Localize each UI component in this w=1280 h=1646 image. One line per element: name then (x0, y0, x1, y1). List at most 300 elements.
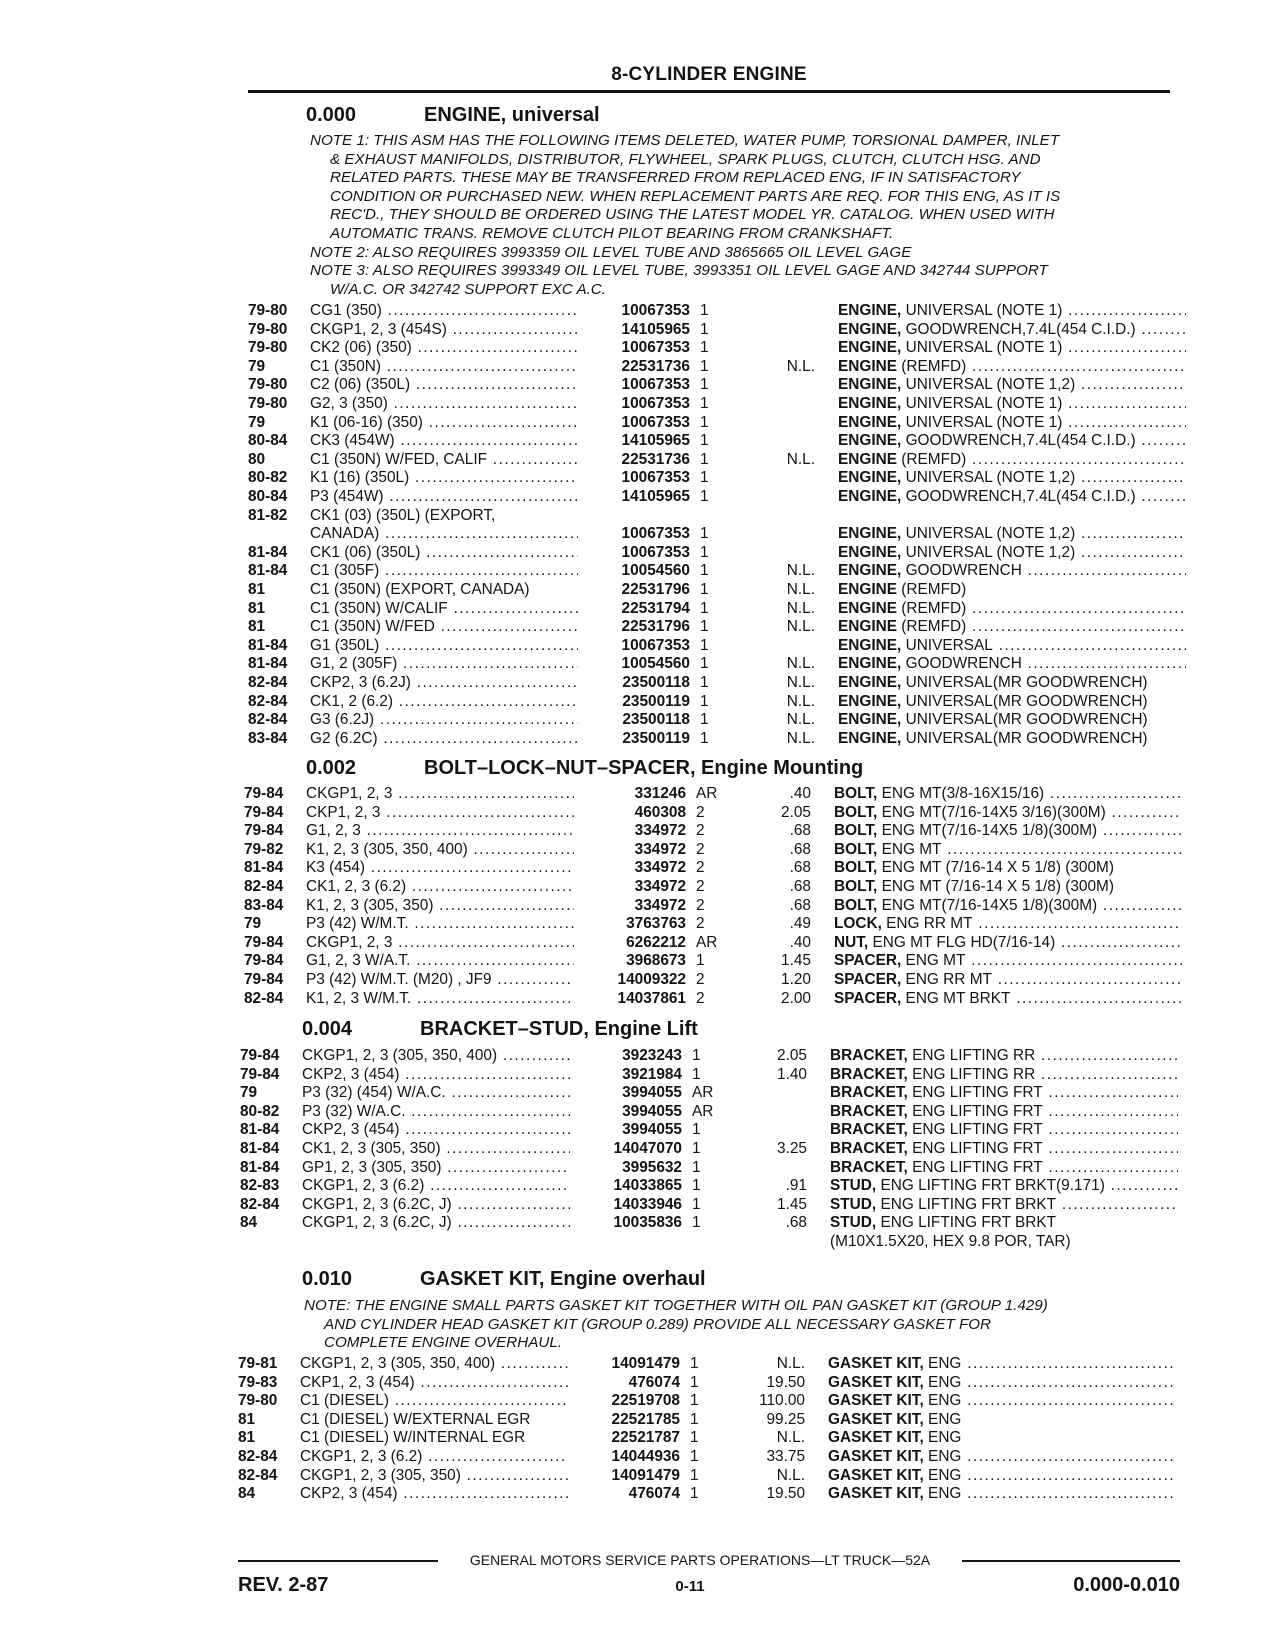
description-detail: ENG (923, 1392, 962, 1410)
table-row (248, 525, 1188, 544)
section-heading: BRACKET–STUD, Engine Lift (420, 1018, 698, 1040)
description-detail: UNIVERSAL (NOTE 1,2) (901, 525, 1076, 543)
description-keyword: SPACER, (834, 989, 902, 1007)
description-detail: ENG MT (901, 952, 966, 970)
table-row (240, 1103, 1180, 1122)
description-detail: UNIVERSAL(MR GOODWRENCH) (901, 729, 1148, 747)
table-row (248, 339, 1188, 358)
part-number: 14105965 (621, 320, 690, 338)
table-row (248, 321, 1188, 340)
description (834, 822, 1182, 841)
note-line: NOTE 1: THIS ASM HAS THE FOLLOWING ITEMS DELETED, WATER PUMP, TORSIONAL DAMPER, INLET (310, 132, 1060, 149)
description (834, 841, 1182, 860)
application: CKGP1, 2, 3 (454S) ..... (310, 321, 578, 340)
quantity: 1 (692, 1121, 701, 1139)
description-detail: ENG (923, 1448, 962, 1465)
quantity: 1 (692, 1214, 701, 1232)
model-year: 82-84 (248, 674, 288, 691)
description (830, 1047, 1178, 1066)
table-row (238, 1429, 1178, 1448)
price: 19.50 (766, 1485, 805, 1503)
application: C1 (350N) (EXPORT, CANADA) (310, 581, 530, 598)
model-year: 80-84 (248, 432, 288, 450)
application: CKGP1, 2, 3 (305, 350, 400) ..... (302, 1047, 570, 1066)
description-detail: UNIVERSAL (NOTE 1) (901, 413, 1063, 431)
quantity: 1 (700, 581, 709, 598)
description (838, 581, 1186, 600)
description-keyword: BOLT, (834, 878, 878, 895)
application: CK1, 2, 3 (6.2) ..... (306, 878, 574, 897)
footer-group-range: 0.000-0.010 (1073, 1574, 1180, 1596)
description-detail: GOODWRENCH (901, 655, 1022, 673)
part-number: 14105965 (621, 488, 690, 505)
application: CKGP1, 2, 3 (6.2C, J) ..... (302, 1196, 570, 1215)
description-keyword: GASKET KIT, (828, 1485, 924, 1503)
model-year: 79-80 (248, 320, 288, 338)
description-detail: ENG (923, 1429, 962, 1447)
description-keyword: ENGINE, (838, 711, 902, 729)
price: .68 (785, 1214, 807, 1232)
quantity: 1 (692, 1140, 701, 1157)
table-row (240, 1140, 1180, 1159)
description-detail: ENG MT(3/8-16X15/16) (877, 785, 1045, 802)
model-year: 81-84 (240, 1158, 280, 1176)
description (828, 1467, 1176, 1486)
description-detail: (REMFD) (897, 357, 967, 375)
description-detail: ENG LIFTING FRT (907, 1121, 1043, 1139)
application: CKGP1, 2, 3 (305, 350) ..... (300, 1467, 568, 1486)
description-keyword: GASKET KIT, (828, 1373, 924, 1391)
note-line: AND CYLINDER HEAD GASKET KIT (GROUP 0.289) PROVIDE ALL NECESSARY GASKET FOR (324, 1315, 992, 1333)
part-number: 3968673 (626, 952, 686, 970)
price: N.L. (786, 581, 815, 598)
part-number: 14037861 (617, 989, 686, 1007)
description-keyword: BRACKET, (830, 1084, 908, 1102)
description (834, 934, 1182, 953)
quantity: 1 (700, 413, 709, 431)
table-row (248, 414, 1188, 433)
description (828, 1374, 1176, 1393)
table-row (240, 1159, 1180, 1178)
model-year: 81-84 (248, 562, 288, 580)
application: CKP2, 3 (454) ..... (302, 1121, 570, 1140)
description-detail: ENG MT(7/16-14X5 3/16)(300M) (877, 803, 1106, 821)
part-number: 10067353 (621, 376, 690, 394)
description-keyword: ENGINE, (838, 413, 902, 431)
table-row (248, 693, 1188, 712)
part-number: 22531736 (621, 450, 690, 468)
description (834, 897, 1182, 916)
model-year: 79-80 (248, 302, 288, 319)
price: N.L. (786, 729, 815, 747)
description-detail: ENG LIFTING RR (907, 1065, 1036, 1083)
description (838, 451, 1186, 470)
description-keyword: GASKET KIT, (828, 1429, 924, 1447)
table-row (244, 897, 1184, 916)
description (838, 711, 1186, 730)
quantity: 2 (696, 915, 705, 933)
application: G1, 2, 3 ..... (306, 822, 574, 841)
price: N.L. (786, 450, 815, 468)
quantity: 1 (700, 302, 709, 319)
quantity: 1 (700, 636, 709, 654)
quantity: 1 (692, 1065, 701, 1083)
note-line: RELATED PARTS. THESE MAY BE TRANSFERRED FROM REPLACED ENG, IF IN SATISFACTORY (330, 169, 1021, 187)
description-keyword: ENGINE (838, 581, 898, 598)
price: 2.05 (777, 1047, 807, 1064)
description (828, 1485, 1176, 1504)
description (830, 1066, 1178, 1085)
price: 3.25 (777, 1140, 807, 1157)
description-detail: ENG RR MT (901, 971, 992, 988)
part-number: 22531796 (621, 618, 690, 636)
table-row (244, 934, 1184, 953)
table-row (240, 1214, 1180, 1233)
model-year: 84 (238, 1485, 256, 1503)
application: CKGP1, 2, 3 (6.2C, J) ..... (302, 1214, 570, 1233)
part-number: 14033946 (613, 1195, 682, 1213)
price: N.L. (786, 692, 815, 710)
description (838, 321, 1186, 340)
part-number: 22519708 (611, 1392, 680, 1410)
model-year: 82-84 (240, 1195, 280, 1213)
price: 2.00 (781, 989, 811, 1007)
section-number: 0.004 (302, 1018, 353, 1040)
application: CG1 (350) ..... (310, 302, 578, 321)
price: N.L. (786, 674, 815, 691)
description (830, 1084, 1178, 1103)
quantity: 1 (690, 1448, 699, 1465)
description (834, 804, 1182, 823)
description-keyword: SPACER, (834, 971, 902, 988)
application: GP1, 2, 3 (305, 350) ..... (302, 1159, 570, 1178)
table-row (238, 1374, 1178, 1393)
model-year: 80-82 (248, 469, 288, 487)
model-year: 80-84 (248, 488, 288, 505)
quantity: 2 (696, 896, 705, 914)
part-number: 23500118 (622, 711, 690, 729)
part-number: 23500119 (622, 729, 690, 747)
application: G1, 2, 3 W/A.T. ..... (306, 952, 574, 971)
application: K1 (16) (350L) ..... (310, 469, 578, 488)
description-keyword: GASKET KIT, (828, 1448, 924, 1465)
part-number: 10054560 (621, 562, 690, 580)
description-keyword: BOLT, (834, 896, 878, 914)
description (838, 600, 1186, 619)
description (838, 414, 1186, 433)
table-row (238, 1411, 1178, 1430)
part-number: 14091479 (611, 1355, 680, 1372)
part-number: 14009322 (617, 971, 686, 988)
description-detail: ENG MT(7/16-14X5 1/8)(300M) (877, 822, 1098, 840)
part-number: 22531736 (621, 357, 690, 375)
model-year: 81-84 (248, 543, 288, 561)
quantity: 1 (700, 357, 709, 375)
application: G1 (350L) ..... (310, 637, 578, 656)
part-number: 10035836 (613, 1214, 682, 1232)
note-line: NOTE: THE ENGINE SMALL PARTS GASKET KIT TOGETHER WITH OIL PAN GASKET KIT (GROUP 1.429) (304, 1297, 1048, 1314)
footer-revision: REV. 2-87 (238, 1574, 329, 1596)
description (838, 637, 1186, 656)
description-detail: ENG LIFTING RR (907, 1047, 1036, 1064)
table-row (248, 302, 1188, 321)
table-row (240, 1066, 1180, 1085)
part-number: 14091479 (611, 1466, 680, 1484)
description-detail: ENG (923, 1466, 962, 1484)
description (838, 488, 1186, 507)
table-row (238, 1392, 1178, 1411)
section-title (302, 1018, 698, 1041)
price: .68 (789, 822, 811, 840)
table-row (248, 637, 1188, 656)
description-keyword: BRACKET, (830, 1121, 908, 1139)
description-keyword: BOLT, (834, 840, 878, 858)
description-keyword: ENGINE, (838, 562, 902, 580)
model-year: 82-84 (244, 989, 284, 1007)
quantity: AR (692, 1084, 714, 1102)
description-detail: GOODWRENCH,7.4L(454 C.I.D.) (901, 432, 1136, 450)
part-number: 14105965 (621, 432, 690, 450)
description-detail: ENG (923, 1355, 962, 1372)
table-row (248, 600, 1188, 619)
description-detail: ENG (923, 1410, 962, 1428)
part-number: 334972 (634, 896, 686, 914)
model-year: 79-84 (244, 803, 284, 821)
quantity: 1 (700, 655, 709, 673)
price: N.L. (776, 1429, 805, 1447)
quantity: 1 (700, 339, 709, 357)
application: CKP2, 3 (6.2J) ..... (310, 674, 578, 693)
section-number: 0.000 (306, 104, 357, 126)
description-keyword: ENGINE, (838, 339, 902, 357)
description-keyword: GASKET KIT, (828, 1410, 924, 1428)
description-detail: UNIVERSAL (901, 636, 993, 654)
footer-rule-left (238, 1560, 438, 1562)
part-number: 10067353 (621, 543, 690, 561)
description (828, 1392, 1176, 1411)
part-number: 10067353 (621, 413, 690, 431)
model-year: 79-84 (244, 952, 284, 970)
part-number: 3763763 (626, 915, 686, 933)
application: CKP1, 2, 3 ..... (306, 804, 574, 823)
description (830, 1233, 1178, 1252)
description (828, 1429, 1176, 1448)
description (834, 878, 1182, 897)
model-year: 80 (248, 450, 266, 468)
description-keyword: BRACKET, (830, 1140, 908, 1157)
table-row (244, 952, 1184, 971)
model-year: 81-84 (240, 1140, 280, 1157)
description-detail: ENG (923, 1485, 962, 1503)
description-detail: (REMFD) (897, 618, 967, 636)
quantity: 2 (696, 878, 705, 895)
table-row (244, 804, 1184, 823)
price: N.L. (786, 562, 815, 580)
description (838, 674, 1186, 693)
description-detail: GOODWRENCH,7.4L(454 C.I.D.) (901, 320, 1136, 338)
application: CKGP1, 2, 3 (6.2) ..... (302, 1177, 570, 1196)
price: N.L. (786, 357, 815, 375)
description-keyword: ENGINE, (838, 692, 902, 710)
model-year: 81 (238, 1429, 256, 1447)
quantity: 1 (700, 562, 709, 580)
table-row (248, 358, 1188, 377)
quantity: 1 (690, 1355, 699, 1372)
model-year: 82-84 (248, 692, 288, 710)
price: N.L. (786, 655, 815, 673)
table-row (240, 1196, 1180, 1215)
model-year: 81-84 (244, 859, 284, 877)
description (834, 785, 1182, 804)
quantity: 2 (696, 989, 705, 1007)
quantity: 1 (700, 376, 709, 394)
part-number: 334972 (634, 822, 686, 840)
description (830, 1159, 1178, 1178)
model-year: 79 (248, 413, 266, 431)
quantity: 1 (692, 1195, 701, 1213)
description-detail: ENG RR MT (881, 915, 973, 933)
model-year: 81-84 (248, 655, 288, 673)
note-line: COMPLETE ENGINE OVERHAUL. (324, 1334, 562, 1352)
application: C2 (06) (350L) ..... (310, 376, 578, 395)
table-row (248, 544, 1188, 563)
description (838, 358, 1186, 377)
model-year: 82-84 (238, 1448, 278, 1465)
part-number: 10067353 (621, 302, 690, 319)
description-keyword: ENGINE, (838, 729, 902, 747)
part-number: 10054560 (621, 655, 690, 673)
description-detail: UNIVERSAL (NOTE 1,2) (901, 376, 1076, 394)
part-number: 476074 (628, 1485, 680, 1503)
price: 19.50 (766, 1373, 805, 1391)
table-row (244, 841, 1184, 860)
application: CK3 (454W) ..... (310, 432, 578, 451)
model-year: 81-82 (248, 506, 288, 524)
price: 2.05 (781, 803, 811, 821)
description-detail: (REMFD) (897, 599, 967, 617)
description (828, 1448, 1176, 1467)
model-year: 79-80 (248, 339, 288, 357)
description-detail: ENG LIFTING FRT (907, 1084, 1043, 1102)
header-rule (248, 90, 1170, 93)
quantity: 1 (692, 1158, 701, 1176)
application: CKGP1, 2, 3 (305, 350, 400) ..... (300, 1355, 568, 1374)
application: CKP1, 2, 3 (454) ..... (300, 1374, 568, 1393)
part-number: 23500119 (622, 692, 690, 710)
description-detail: ENG MT FLG HD(7/16-14) (868, 933, 1056, 951)
description-keyword: GASKET KIT, (828, 1466, 924, 1484)
price: 1.20 (781, 971, 811, 988)
model-year: 79 (244, 915, 262, 933)
application: G2 (6.2C) ..... (310, 730, 578, 749)
application: C1 (350N) W/CALIF ..... (310, 600, 578, 619)
description-keyword: ENGINE, (838, 432, 902, 450)
note-line: W/A.C. OR 342742 SUPPORT EXC A.C. (330, 280, 606, 298)
description (838, 395, 1186, 414)
description (834, 915, 1182, 934)
price: N.L. (776, 1466, 805, 1484)
section-title (302, 1268, 706, 1291)
model-year: 79-84 (244, 785, 284, 802)
description-keyword: NUT, (834, 933, 869, 951)
application: CKP2, 3 (454) ..... (300, 1485, 568, 1504)
description-keyword: ENGINE, (838, 302, 902, 319)
application: C1 (350N) ..... (310, 358, 578, 377)
description-keyword: ENGINE, (838, 320, 902, 338)
quantity: 1 (700, 618, 709, 636)
price: N.L. (776, 1355, 805, 1372)
application: K1, 2, 3 (305, 350, 400) ..... (306, 841, 574, 860)
description-keyword: ENGINE, (838, 543, 902, 561)
model-year: 79-81 (238, 1355, 278, 1372)
description (828, 1355, 1176, 1374)
quantity: AR (692, 1102, 714, 1120)
section-heading: BOLT–LOCK–NUT–SPACER, Engine Mounting (424, 757, 864, 779)
description-detail: GOODWRENCH,7.4L(454 C.I.D.) (901, 488, 1136, 505)
price: 99.25 (766, 1410, 805, 1428)
part-number: 3994055 (622, 1121, 682, 1139)
description-keyword: ENGINE, (838, 376, 902, 394)
description-keyword: STUD, (830, 1177, 877, 1195)
description-keyword: ENGINE, (838, 525, 902, 543)
description (830, 1103, 1178, 1122)
table-row (244, 822, 1184, 841)
application: K1 (06-16) (350) ..... (310, 414, 578, 433)
price: 1.45 (781, 952, 811, 970)
table-row (240, 1047, 1180, 1066)
table-row (238, 1355, 1178, 1374)
note-line: & EXHAUST MANIFOLDS, DISTRIBUTOR, FLYWHEEL, SPARK PLUGS, CLUTCH, CLUTCH HSG. AND (330, 150, 1041, 168)
description (828, 1411, 1176, 1430)
description (838, 376, 1186, 395)
quantity: 2 (696, 859, 705, 877)
application: CK2 (06) (350) ..... (310, 339, 578, 358)
description (834, 859, 1182, 878)
quantity: 1 (692, 1177, 701, 1195)
footer-page-number: 0-11 (675, 1578, 705, 1595)
part-number: 6262212 (626, 933, 686, 951)
application: P3 (32) (454) W/A.C. ..... (302, 1084, 570, 1103)
part-number: 22521785 (611, 1410, 680, 1428)
description (830, 1140, 1178, 1159)
part-number: 14044936 (611, 1448, 680, 1465)
application: P3 (454W) ..... (310, 488, 578, 507)
description-keyword: ENGINE, (838, 488, 902, 505)
description-detail: GOODWRENCH (901, 562, 1022, 580)
description-keyword: ENGINE (838, 450, 898, 468)
description-detail: ENG MT BRKT (901, 989, 1011, 1007)
description-keyword: BRACKET, (830, 1102, 908, 1120)
quantity: AR (696, 785, 718, 802)
table-row (240, 1084, 1180, 1103)
part-number: 460308 (634, 803, 686, 821)
description-detail: (M10X1.5X20, HEX 9.8 POR, TAR) (830, 1233, 1071, 1250)
application: CK1, 2 (6.2) ..... (310, 693, 578, 712)
description-keyword: ENGINE (838, 599, 898, 617)
table-row (248, 581, 1188, 600)
price: .49 (789, 915, 811, 933)
model-year: 79-84 (244, 971, 284, 988)
quantity: 1 (700, 450, 709, 468)
model-year: 82-84 (238, 1466, 278, 1484)
section-heading: ENGINE, universal (424, 104, 600, 126)
description-keyword: ENGINE (838, 618, 898, 636)
note-line: AUTOMATIC TRANS. REMOVE CLUTCH PILOT BEARING FROM CRANKSHAFT. (330, 225, 894, 242)
application: CK1 (03) (350L) (EXPORT, (310, 506, 496, 524)
price: 1.45 (777, 1195, 807, 1213)
application: P3 (32) W/A.C. ..... (302, 1103, 570, 1122)
quantity: 1 (700, 729, 709, 747)
